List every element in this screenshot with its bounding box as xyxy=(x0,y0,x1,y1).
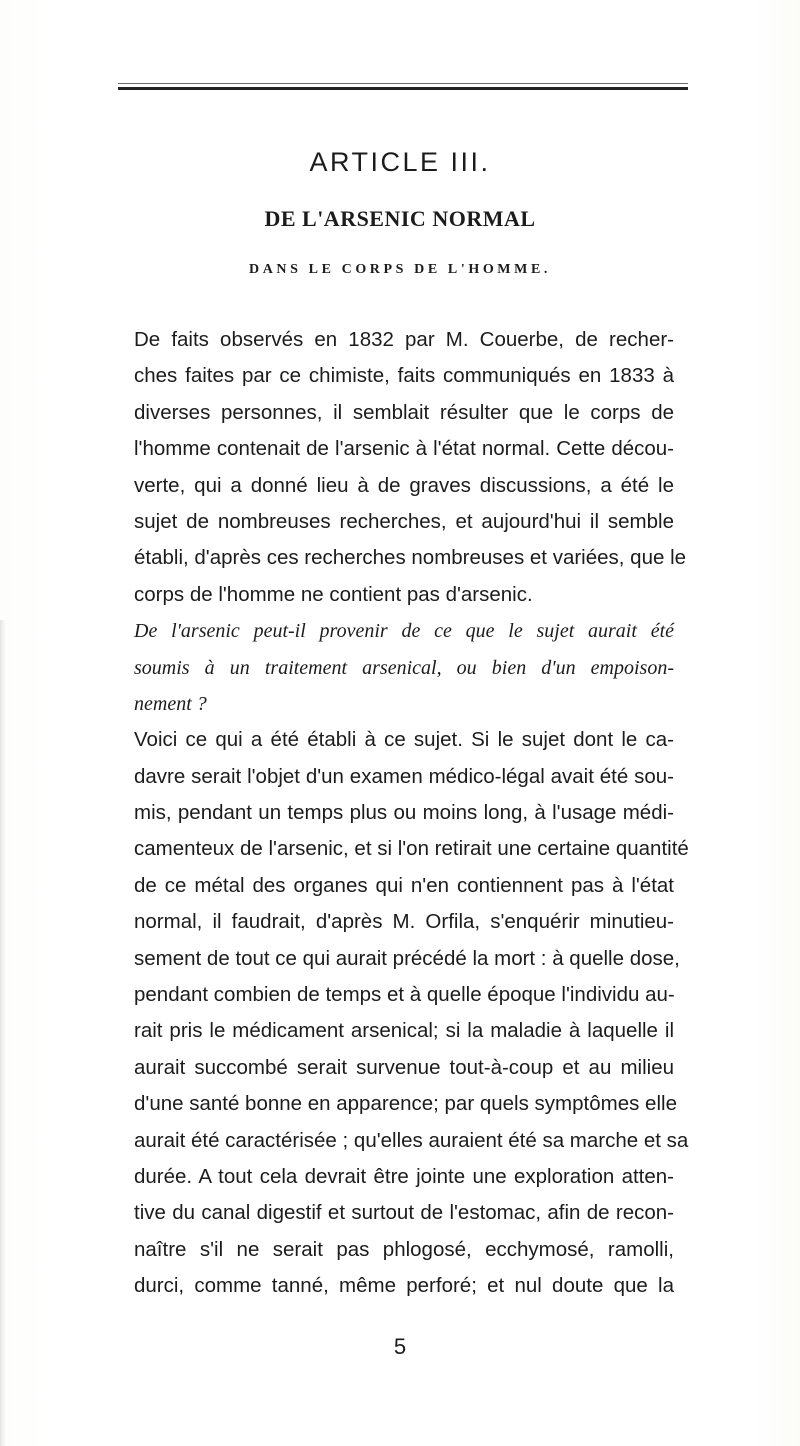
article-heading: ARTICLE III. xyxy=(309,147,491,177)
text-line: aurait succombé serait survenue tout-à-coup et au milieu xyxy=(134,1055,674,1079)
text-line: l'homme contenait de l'arsenic à l'état normal. Cette décou- xyxy=(134,437,674,461)
section-title: DE L'ARSENIC NORMAL xyxy=(264,206,536,231)
text-line: mis, pendant un temps plus ou moins long, à l'usage médi- xyxy=(134,801,674,825)
text-line: naître s'il ne serait pas phlogosé, ecchymosé, ramolli, xyxy=(134,1237,674,1261)
text-line: diverses personnes, il semblait résulter que le corps de xyxy=(134,400,674,424)
italic-question-line: soumis à un traitement arsenical, ou bien d'un empoison- xyxy=(134,656,674,679)
text-line: davre serait l'objet d'un examen médico-légal avait été sou- xyxy=(134,764,674,788)
text-line: corps de l'homme ne contient pas d'arsenic. xyxy=(134,582,533,606)
text-line: pendant combien de temps et à quelle époque l'individu au- xyxy=(134,983,675,1007)
italic-question-line: De l'arsenic peut-il provenir de ce que le sujet aurait été xyxy=(134,620,674,643)
text-line: durée. A tout cela devrait être jointe une exploration atten- xyxy=(134,1164,674,1188)
page-number: 5 xyxy=(393,1334,407,1359)
text-line: ches faites par ce chimiste, faits communiqués en 1833 à xyxy=(134,364,674,388)
text-line: rait pris le médicament arsenical; si la maladie à laquelle il xyxy=(134,1019,674,1043)
italic-question-line: nement ? xyxy=(134,692,207,715)
text-line: tive du canal digestif et surtout de l'estomac, afin de recon- xyxy=(134,1201,674,1225)
text-line: verte, qui a donné lieu à de graves discussions, a été le xyxy=(134,473,674,497)
text-line: de ce métal des organes qui n'en contiennent pas à l'état xyxy=(134,873,674,897)
text-line: De faits observés en 1832 par M. Couerbe, de recher- xyxy=(134,328,674,351)
text-line: sement de tout ce qui aurait précédé la mort : à quelle dose, xyxy=(134,946,680,970)
text-line: normal, il faudrait, d'après M. Orfila, s'enquérir minutieu- xyxy=(134,910,674,934)
header-rule-thick xyxy=(118,87,688,90)
text-line: sujet de nombreuses recherches, et aujourd'hui il semble xyxy=(134,509,674,533)
text-line: durci, comme tanné, même perforé; et nul doute que la xyxy=(134,1274,674,1298)
text-line: camenteux de l'arsenic, et si l'on retirait une certaine quantité xyxy=(134,837,689,861)
text-line: aurait été caractérisée ; qu'elles auraient été sa marche et sa xyxy=(134,1128,689,1152)
section-subtitle: DANS LE CORPS DE L'HOMME. xyxy=(249,262,551,277)
header-rule-thin xyxy=(118,83,688,84)
body-text xyxy=(134,322,689,1305)
text-line: Voici ce qui a été établi à ce sujet. Si le sujet dont le ca- xyxy=(134,728,674,752)
page-binding-shadow xyxy=(0,620,6,1446)
text-line: établi, d'après ces recherches nombreuses et variées, que le xyxy=(134,546,687,570)
text-line: d'une santé bonne en apparence; par quels symptômes elle xyxy=(134,1092,677,1116)
